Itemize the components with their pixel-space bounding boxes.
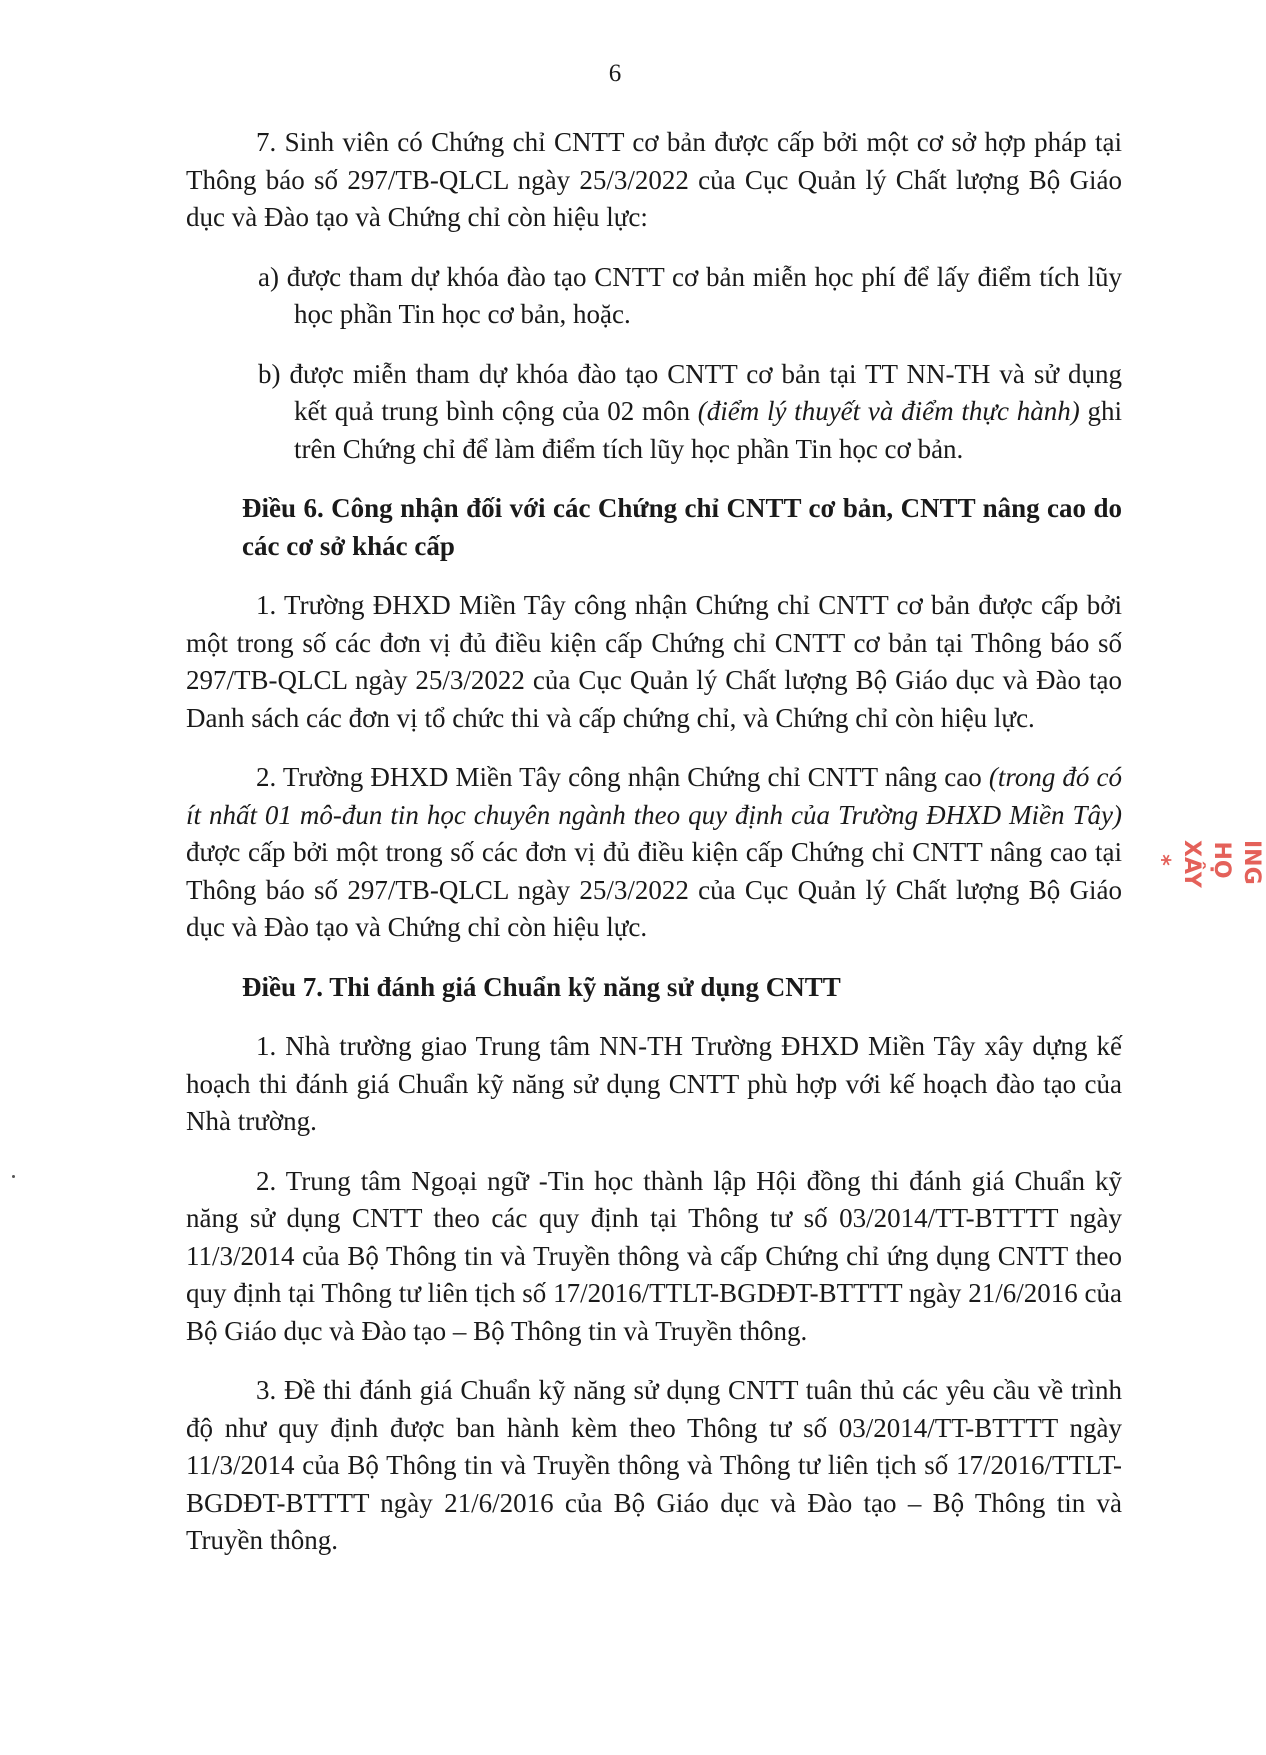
page-number: 6 xyxy=(608,60,622,87)
item-b-emphasis: (điểm lý thuyết và điểm thực hành) xyxy=(697,396,1080,426)
article-7-heading: Điều 7. Thi đánh giá Chuẩn kỹ năng sử dụng CNTT xyxy=(242,971,841,1002)
paragraph-7: 7. Sinh viên có Chứng chỉ CNTT cơ bản được cấp bởi một cơ sở hợp pháp tại Thông báo số 297/TB-QLCL ngày 25/3/2022 của Cục Quản lý Chất lượng Bộ Giáo dục và Đào tạo và Chứng chỉ còn hiệu lực: xyxy=(186,127,1122,232)
scan-speck xyxy=(12,1175,15,1178)
article-7-paragraph-2: 2. Trung tâm Ngoại ngữ -Tin học thành lập Hội đồng thi đánh giá Chuẩn kỹ năng sử dụng CNTT theo các quy định tại Thông tư số 03/2014/TT-BTTTT ngày 11/3/2014 của Bộ Thông tin và Truyền thông và cấp Chứng chỉ ứng dụng CNTT theo quy định tại Thông tư liên tịch số 17/2016/TTLT-BGDĐT-BTTTT ngày 21/6/2016 của Bộ Giáo dục và Đào tạo – Bộ Thông tin và Truyền thông. xyxy=(186,1165,1122,1346)
list-item-a: a) được tham dự khóa đào tạo CNTT cơ bản miễn học phí để lấy điểm tích lũy học phần Tin học cơ bản, hoặc. xyxy=(258,261,1122,329)
item-b-text-1: b) được miễn tham dự khóa đào tạo CNTT cơ bản tại TT NN-TH và sử dụng kết quả trung bình cộng của 02 môn xyxy=(258,358,1122,426)
article-6-heading: Điều 6. Công nhận đối với các Chứng chỉ CNTT cơ bản, CNTT nâng cao do các cơ sở khác cấp xyxy=(242,493,1122,561)
item-b-text-2: ghi trên Chứng chỉ để làm điểm tích lũy học phần Tin học cơ bản. xyxy=(294,396,1122,464)
article-6-paragraph-1: 1. Trường ĐHXD Miền Tây công nhận Chứng chỉ CNTT cơ bản được cấp bởi một trong số các đơn vị đủ điều kiện cấp Chứng chỉ CNTT cơ bản tại Thông báo số 297/TB-QLCL ngày 25/3/2022 của Cục Quản lý Chất lượng Bộ Giáo dục và Đào tạo Danh sách các đơn vị tổ chức thi và cấp chứng chỉ, và Chứng chỉ còn hiệu lực. xyxy=(186,590,1122,733)
article-7-paragraph-3: 3. Đề thi đánh giá Chuẩn kỹ năng sử dụng CNTT tuân thủ các yêu cầu về trình độ như quy định được ban hành kèm theo Thông tư số 03/2014/TT-BTTTT ngày 11/3/2014 của Bộ Thông tin và Truyền thông và Thông tư liên tịch số 17/2016/TTLT-BGDĐT-BTTTT ngày 21/6/2016 của Bộ Giáo dục và Đào tạo – Bộ Thông tin và Truyền thông. xyxy=(186,1375,1122,1555)
stamp-text: ING HỌ XÂY * xyxy=(1149,840,1264,888)
document-body xyxy=(186,124,1122,1582)
article-6-paragraph-2 xyxy=(186,759,1122,947)
a6p2-emphasis: (trong đó có ít nhất 01 mô-đun tin học chuyên ngành theo quy định của Trường ĐHXD Miền Tây) xyxy=(186,762,1122,830)
a6p2-text-1: 2. Trường ĐHXD Miền Tây công nhận Chứng chỉ CNTT nâng cao xyxy=(256,762,989,792)
list-item-b xyxy=(188,356,1122,469)
a6p2-text-2: được cấp bởi một trong số các đơn vị đủ điều kiện cấp Chứng chỉ CNTT nâng cao tại Thông báo số 297/TB-QLCL ngày 25/3/2022 của Cục Quản lý Chất lượng Bộ Giáo dục và Đào tạo và Chứng chỉ còn hiệu lực. xyxy=(186,837,1122,942)
article-7-paragraph-1: 1. Nhà trường giao Trung tâm NN-TH Trường ĐHXD Miền Tây xây dựng kế hoạch thi đánh giá Chuẩn kỹ năng sử dụng CNTT phù hợp với kế hoạch đào tạo của Nhà trường. xyxy=(186,1031,1122,1136)
red-seal-stamp xyxy=(1149,800,1264,920)
